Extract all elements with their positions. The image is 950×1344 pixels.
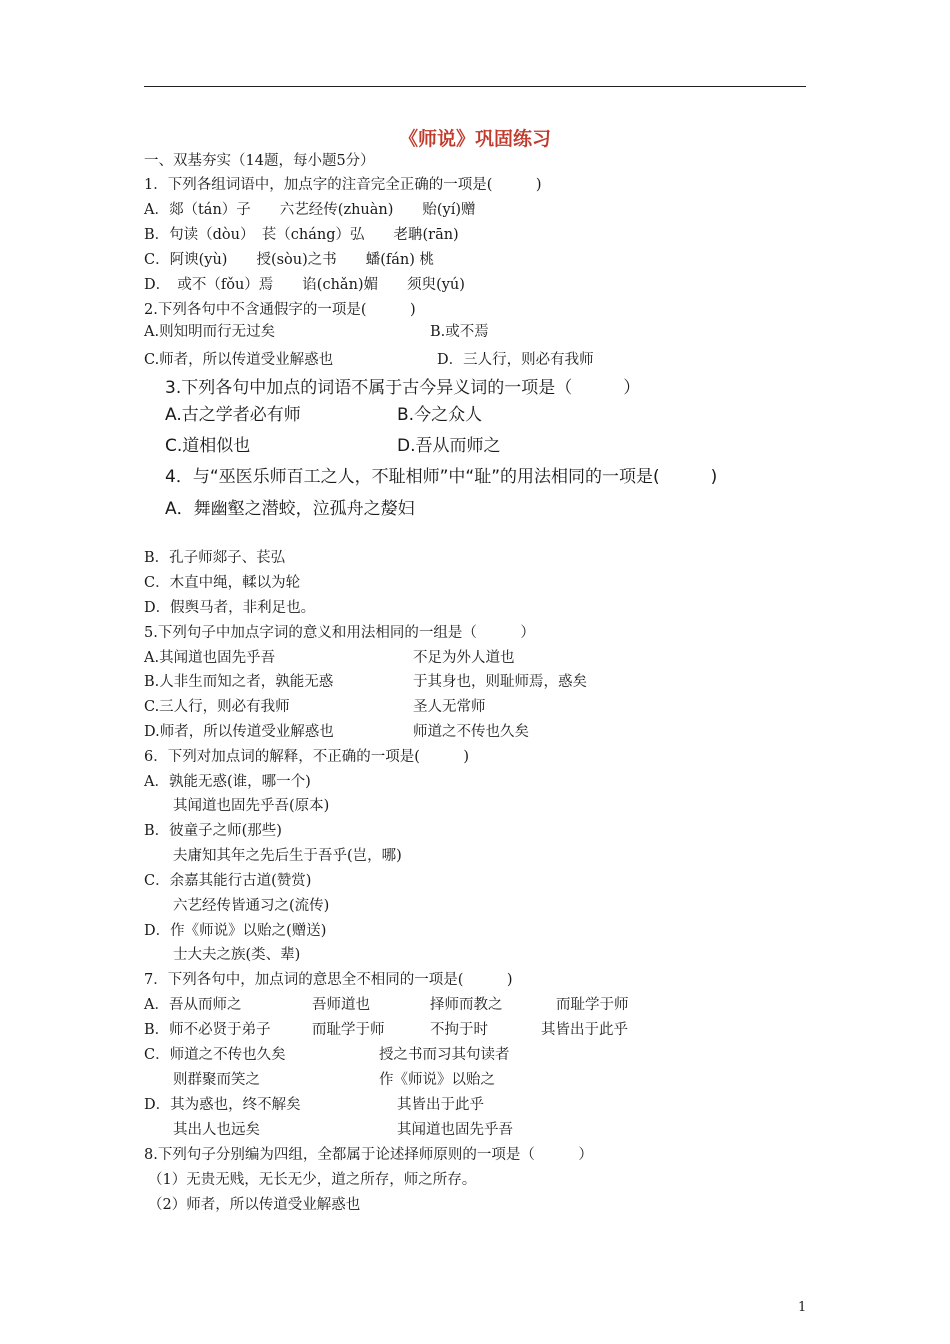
q7-b-1: B．师不必贤于弟子 xyxy=(144,1022,271,1038)
q4-stem: 4．与“巫医乐师百工之人，不耻相师”中“耻”的用法相同的一项是( ) xyxy=(165,467,718,487)
q2-option-c: C.师者，所以传道受业解惑也 xyxy=(144,352,334,368)
q6-line: 六艺经传皆通习之(流传) xyxy=(144,898,330,914)
q5-stem: 5.下列句子中加点字词的意义和用法相同的一组是（ ） xyxy=(144,625,535,641)
q1-option-d: D． 或不（fǒu）焉 谄(chǎn)媚 须臾(yú) xyxy=(144,277,465,293)
q2-option-a: A.则知明而行无过矣 xyxy=(144,324,276,340)
q5-row-d-left: D.师者，所以传道受业解惑也 xyxy=(144,724,334,740)
q7-a-2: 吾师道也 xyxy=(312,997,370,1013)
q7-d-3: 其出人也远矣 xyxy=(144,1122,260,1138)
q6-line: 其闻道也固先乎吾(原本) xyxy=(144,798,330,814)
page-number: 1 xyxy=(798,1300,807,1315)
q3-option-a: A.古之学者必有师 xyxy=(165,405,301,425)
q2-stem: 2.下列各句中不含通假字的一项是( ) xyxy=(144,302,416,318)
header-rule xyxy=(144,86,806,87)
q1-option-b: B．句读（dòu） 苌（cháng）弘 老聃(rān) xyxy=(144,227,459,243)
page-title: 《师说》巩固练习 xyxy=(398,128,551,150)
q5-row-c-right: 圣人无常师 xyxy=(413,699,486,715)
q6-line: 士大夫之族(类、辈) xyxy=(144,947,301,963)
q3-stem: 3.下列各句中加点的词语不属于古今异义词的一项是（ ） xyxy=(165,378,641,398)
q1-stem: 1．下列各组词语中，加点字的注音完全正确的一项是( ) xyxy=(144,177,542,193)
q6-line: 夫庸知其年之先后生于吾乎(岂，哪) xyxy=(144,848,402,864)
q7-c-3: 则群聚而笑之 xyxy=(144,1072,260,1088)
q1-option-a: A．郯（tán）子 六艺经传(zhuàn) 贻(yí)赠 xyxy=(144,202,476,218)
q5-row-d-right: 师道之不传也久矣 xyxy=(413,724,529,740)
q4-option-b: B．孔子师郯子、苌弘 xyxy=(144,550,286,566)
q1-option-c: C．阿谀(yù) 授(sòu)之书 蟠(fán) 桃 xyxy=(144,252,435,268)
section-heading: 一、双基夯实（14题，每小题5分） xyxy=(144,153,375,169)
q6-line: B．彼童子之师(那些) xyxy=(144,823,282,839)
q7-d-2: 其皆出于此乎 xyxy=(397,1097,484,1113)
q4-option-d: D．假舆马者，非利足也。 xyxy=(144,600,316,616)
q5-row-b-left: B.人非生而知之者，孰能无惑 xyxy=(144,674,334,690)
q3-option-d: D.吾从而师之 xyxy=(397,436,501,456)
q7-a-1: A．吾从而师之 xyxy=(144,997,242,1013)
q7-b-4: 其皆出于此乎 xyxy=(541,1022,628,1038)
q6-stem: 6．下列对加点词的解释，不正确的一项是( ) xyxy=(144,749,470,765)
q6-line: C．余嘉其能行古道(赞赏) xyxy=(144,873,312,889)
q7-c-4: 作《师说》以贻之 xyxy=(379,1072,495,1088)
q6-line: D．作《师说》以贻之(赠送) xyxy=(144,923,327,939)
q6-line: A．孰能无惑(谁，哪一个) xyxy=(144,774,311,790)
q7-a-3: 择师而教之 xyxy=(430,997,503,1013)
q7-b-3: 不拘于时 xyxy=(430,1022,488,1038)
q4-option-a: A．舞幽壑之潜蛟，泣孤舟之嫠妇 xyxy=(165,499,415,519)
q7-d-4: 其闻道也固先乎吾 xyxy=(397,1122,513,1138)
q8-stem: 8.下列句子分别编为四组，全都属于论述择师原则的一项是（ ） xyxy=(144,1147,593,1163)
q5-row-a-right: 不足为外人道也 xyxy=(413,650,515,666)
q4-option-c: C．木直中绳，輮以为轮 xyxy=(144,575,301,591)
q7-stem: 7．下列各句中，加点词的意思全不相同的一项是( ) xyxy=(144,972,513,988)
q5-row-b-right: 于其身也，则耻师焉，惑矣 xyxy=(413,674,587,690)
q2-option-d: D．三人行，则必有我师 xyxy=(437,352,594,368)
q7-d-1: D．其为惑也，终不解矣 xyxy=(144,1097,301,1113)
q3-option-c: C.道相似也 xyxy=(165,436,251,456)
q2-option-b: B.或不焉 xyxy=(430,324,489,340)
q8-item-1: （1）无贵无贱，无长无少，道之所存，师之所存。 xyxy=(148,1172,477,1188)
q3-option-b: B.今之众人 xyxy=(397,405,483,425)
q5-row-c-left: C.三人行，则必有我师 xyxy=(144,699,290,715)
q8-item-2: （2）师者，所以传道受业解惑也 xyxy=(148,1197,361,1213)
q7-c-2: 授之书而习其句读者 xyxy=(379,1047,510,1063)
q7-c-1: C．师道之不传也久矣 xyxy=(144,1047,286,1063)
q5-row-a-left: A.其闻道也固先乎吾 xyxy=(144,650,276,666)
q7-b-2: 而耻学于师 xyxy=(312,1022,385,1038)
q7-a-4: 而耻学于师 xyxy=(556,997,629,1013)
